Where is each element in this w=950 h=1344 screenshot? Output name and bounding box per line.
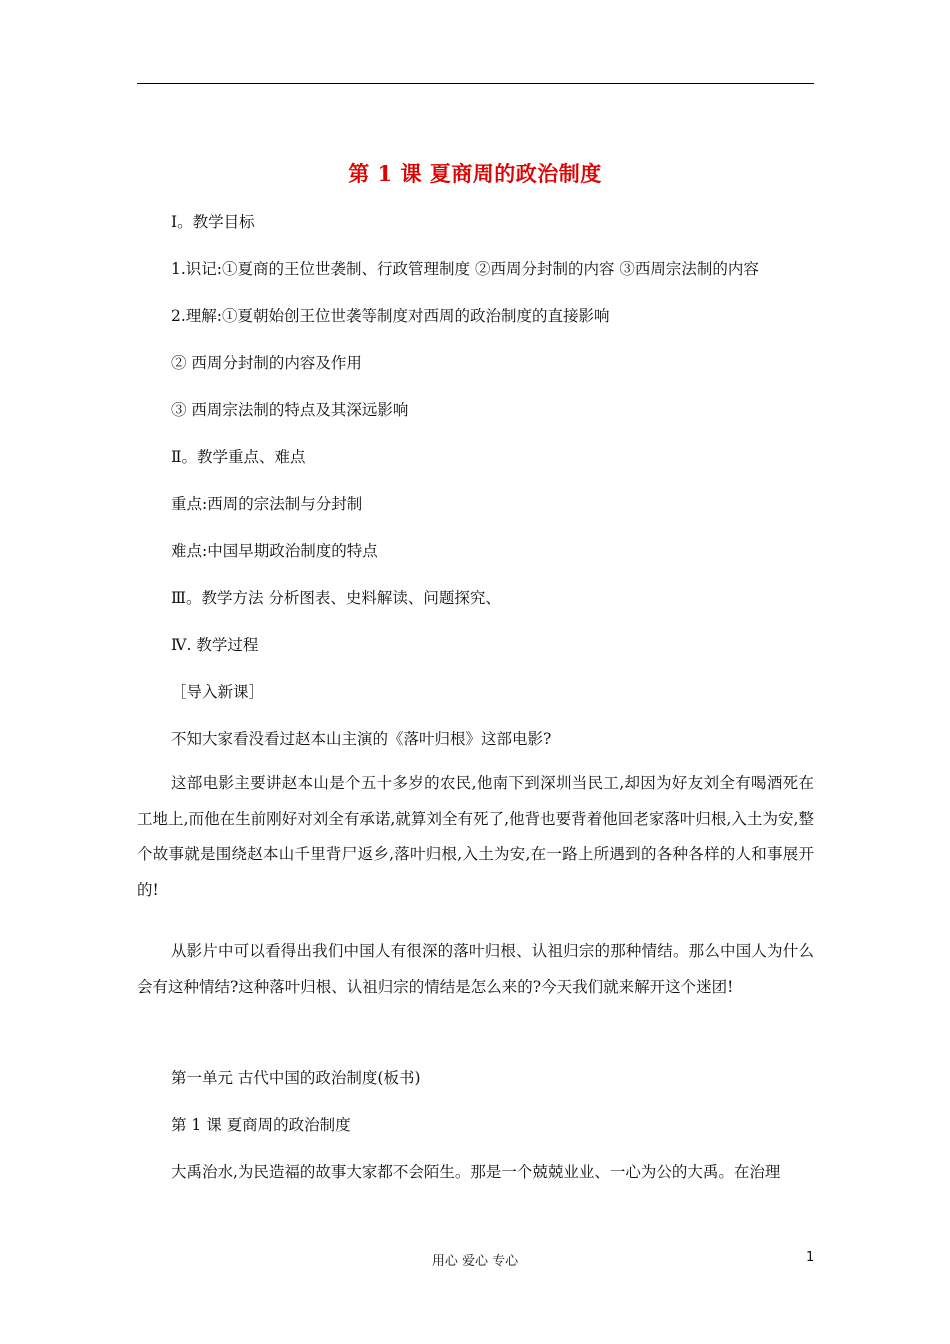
difficult-point: 难点:中国早期政治制度的特点 [171, 542, 378, 560]
header-rule [137, 83, 814, 84]
unit-heading: 第一单元 古代中国的政治制度(板书) [171, 1069, 421, 1087]
objective-understand-3: ③ 西周宗法制的特点及其深远影响 [171, 401, 409, 419]
paragraph-movie-summary: 这部电影主要讲赵本山是个五十多岁的农民,他南下到深圳当民工,却因为好友刘全有喝酒死在工地上,而他在生前刚好对刘全有承诺,就算刘全有死了,他背也要背着他回老家落叶归根,入土为安,整个故事就是围绕赵本山千里背尸返乡,落叶归根,入土为安,在一路上所遇到的各种各样的人和事展开的! [137, 774, 814, 899]
section-process: Ⅳ. 教学过程 [171, 636, 259, 654]
objective-memorize: 1.识记:①夏商的王位世袭制、行政管理制度 ②西周分封制的内容 ③西周宗法制的内容 [171, 260, 759, 278]
footer-motto: 用心 爱心 专心 [431, 1254, 519, 1269]
paragraph-sentiment: 从影片中可以看得出我们中国人有很深的落叶归根、认祖归宗的那种情结。那么中国人为什么会有这种情结?这种落叶归根、认祖归宗的情结是怎么来的?今天我们就来解开这个迷团! [137, 942, 814, 996]
intro-heading: ［导入新课］ [171, 683, 265, 701]
lesson-heading: 第 1 课 夏商周的政治制度 [171, 1116, 351, 1134]
objective-understand: 2.理解:①夏朝始创王位世袭等制度对西周的政治制度的直接影响 [171, 307, 610, 325]
section-methods: Ⅲ。教学方法 分析图表、史料解读、问题探究、 [171, 589, 501, 607]
lesson-title: 第 1 课 夏商周的政治制度 [348, 161, 602, 186]
intro-question: 不知大家看没看过赵本山主演的《落叶归根》这部电影? [171, 730, 552, 748]
section-objectives: Ⅰ。教学目标 [171, 213, 255, 231]
dayu-paragraph: 大禹治水,为民造福的故事大家都不会陌生。那是一个兢兢业业、一心为公的大禹。在治理 [171, 1163, 781, 1181]
key-point: 重点:西周的宗法制与分封制 [171, 495, 363, 513]
section-key-points: Ⅱ。教学重点、难点 [171, 448, 306, 466]
page-number: 1 [806, 1250, 815, 1265]
objective-understand-2: ② 西周分封制的内容及作用 [171, 354, 362, 372]
